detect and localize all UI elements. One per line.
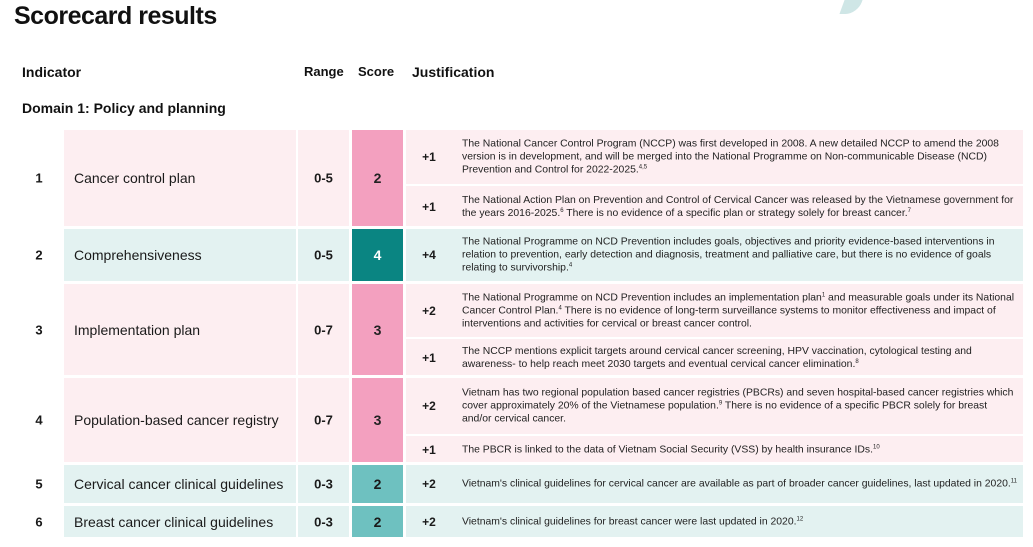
domain-heading: Domain 1: Policy and planning (22, 100, 226, 116)
range-value: 0-7 (314, 412, 333, 428)
points-value: +4 (422, 248, 436, 262)
row-number: 1 (35, 170, 43, 186)
points-value: +2 (422, 399, 436, 413)
header-indicator: Indicator (22, 64, 82, 80)
points-value: +1 (422, 150, 436, 164)
header-range: Range (304, 64, 344, 79)
justification-text: Vietnam has two regional population based cancer registries (PBCRs) and seven hospital-based cancer registries which cover approximately 20% of the Vietnamese population.$^9$ There is no evidence of a specific PBCR solely for breast and/or cervical cancer. (462, 387, 1014, 425)
score-value: 4 (373, 247, 382, 263)
table-row-6 (0, 506, 1033, 537)
justification-text: The National Programme on NCD Prevention includes goals, objectives and priority evidence-based interventions in relation to prevention, early detection and diagnosis, treatment and palliative care, but there is no evidence of goals relating to survivorship.$^4$ (462, 236, 995, 274)
justification-item (406, 284, 1023, 337)
indicator-name: Cancer control plan (74, 170, 196, 186)
score-value: 2 (373, 170, 382, 186)
justification-item (406, 229, 1023, 281)
row-number: 3 (35, 322, 43, 337)
points-value: +1 (422, 200, 436, 214)
justification-text: Vietnam's clinical guidelines for cervical cancer are available as part of broader cancer guidelines, last updated in 2020.11 (462, 478, 1018, 490)
points-value: +2 (422, 303, 436, 318)
table-row-5 (0, 465, 1033, 503)
header-justification: Justification (412, 64, 495, 80)
points-value: +1 (422, 443, 436, 457)
row-number: 5 (35, 476, 43, 492)
justification-item (406, 506, 1023, 537)
justification-text: The National Programme on NCD Prevention includes an implementation plan$^1$ and measurable goals under its National Cancer Control Plan.$^4$ There is no evidence of long-term surveillance systems to monitor effectiveness and impact of interventions and activities for cervical or breast cancer control. (462, 292, 1015, 329)
points-value: +1 (422, 351, 436, 365)
points-value: +2 (422, 477, 436, 491)
row-number: 4 (35, 412, 43, 428)
range-value: 0-7 (314, 322, 333, 337)
decorative-corner-shape (839, 0, 862, 14)
score-value: 3 (373, 321, 382, 338)
row-number: 2 (35, 247, 43, 263)
page-title: Scorecard results (14, 2, 217, 30)
indicator-name: Breast cancer clinical guidelines (74, 513, 274, 530)
score-value: 3 (373, 412, 382, 428)
indicator-name: Implementation plan (74, 321, 201, 338)
justification-item (406, 378, 1023, 434)
indicator-name: Cervical cancer clinical guidelines (74, 476, 284, 492)
range-value: 0-3 (314, 514, 333, 529)
range-value: 0-5 (314, 170, 333, 186)
justification-item (406, 130, 1023, 184)
table-row-3 (0, 284, 1033, 375)
justification-item (406, 434, 1023, 464)
justification-item (406, 465, 1023, 503)
justification-item (406, 337, 1023, 377)
indicator-name: Population-based cancer registry (74, 412, 279, 428)
justification-text: The NCCP mentions explicit targets around cervical cancer screening, HPV vaccination, cytological testing and awareness- to help reach meet 2030 targets and eventual cervical cancer elimination.$^8$ (462, 346, 972, 370)
header-score: Score (358, 64, 395, 79)
table-row-2 (0, 229, 1033, 281)
justification-text: The National Cancer Control Program (NCCP) was first developed in 2008. A new detailed NCCP to amend the 2008 version is in development, and will be merged into the National Programme on Non-communicable Disease (NCD) Prevention and Control for 2022-2025.$^{4,5}$ (462, 138, 999, 176)
row-number: 6 (35, 514, 43, 529)
justification-item (406, 184, 1023, 228)
range-value: 0-5 (314, 247, 333, 263)
range-value: 0-3 (314, 476, 333, 492)
score-value: 2 (373, 513, 382, 530)
justification-text: The National Action Plan on Prevention and Control of Cervical Cancer was released by the Vietnamese government for the years 2016-2025.$^6$ There is no evidence of a specific plan or strategy solely for breast cancer.$^7$ (462, 195, 1014, 219)
points-value: +2 (422, 514, 436, 529)
justification-text: The PBCR is linked to the data of Vietnam Social Security (VSS) by health insurance IDs.$^{10}$ (462, 444, 880, 456)
indicator-name: Comprehensiveness (74, 247, 202, 263)
table-row-4 (0, 378, 1033, 462)
table-row-1 (0, 130, 1033, 226)
justification-text: Vietnam's clinical guidelines for breast cancer were last updated in 2020.12 (462, 516, 804, 527)
score-value: 2 (373, 476, 382, 492)
